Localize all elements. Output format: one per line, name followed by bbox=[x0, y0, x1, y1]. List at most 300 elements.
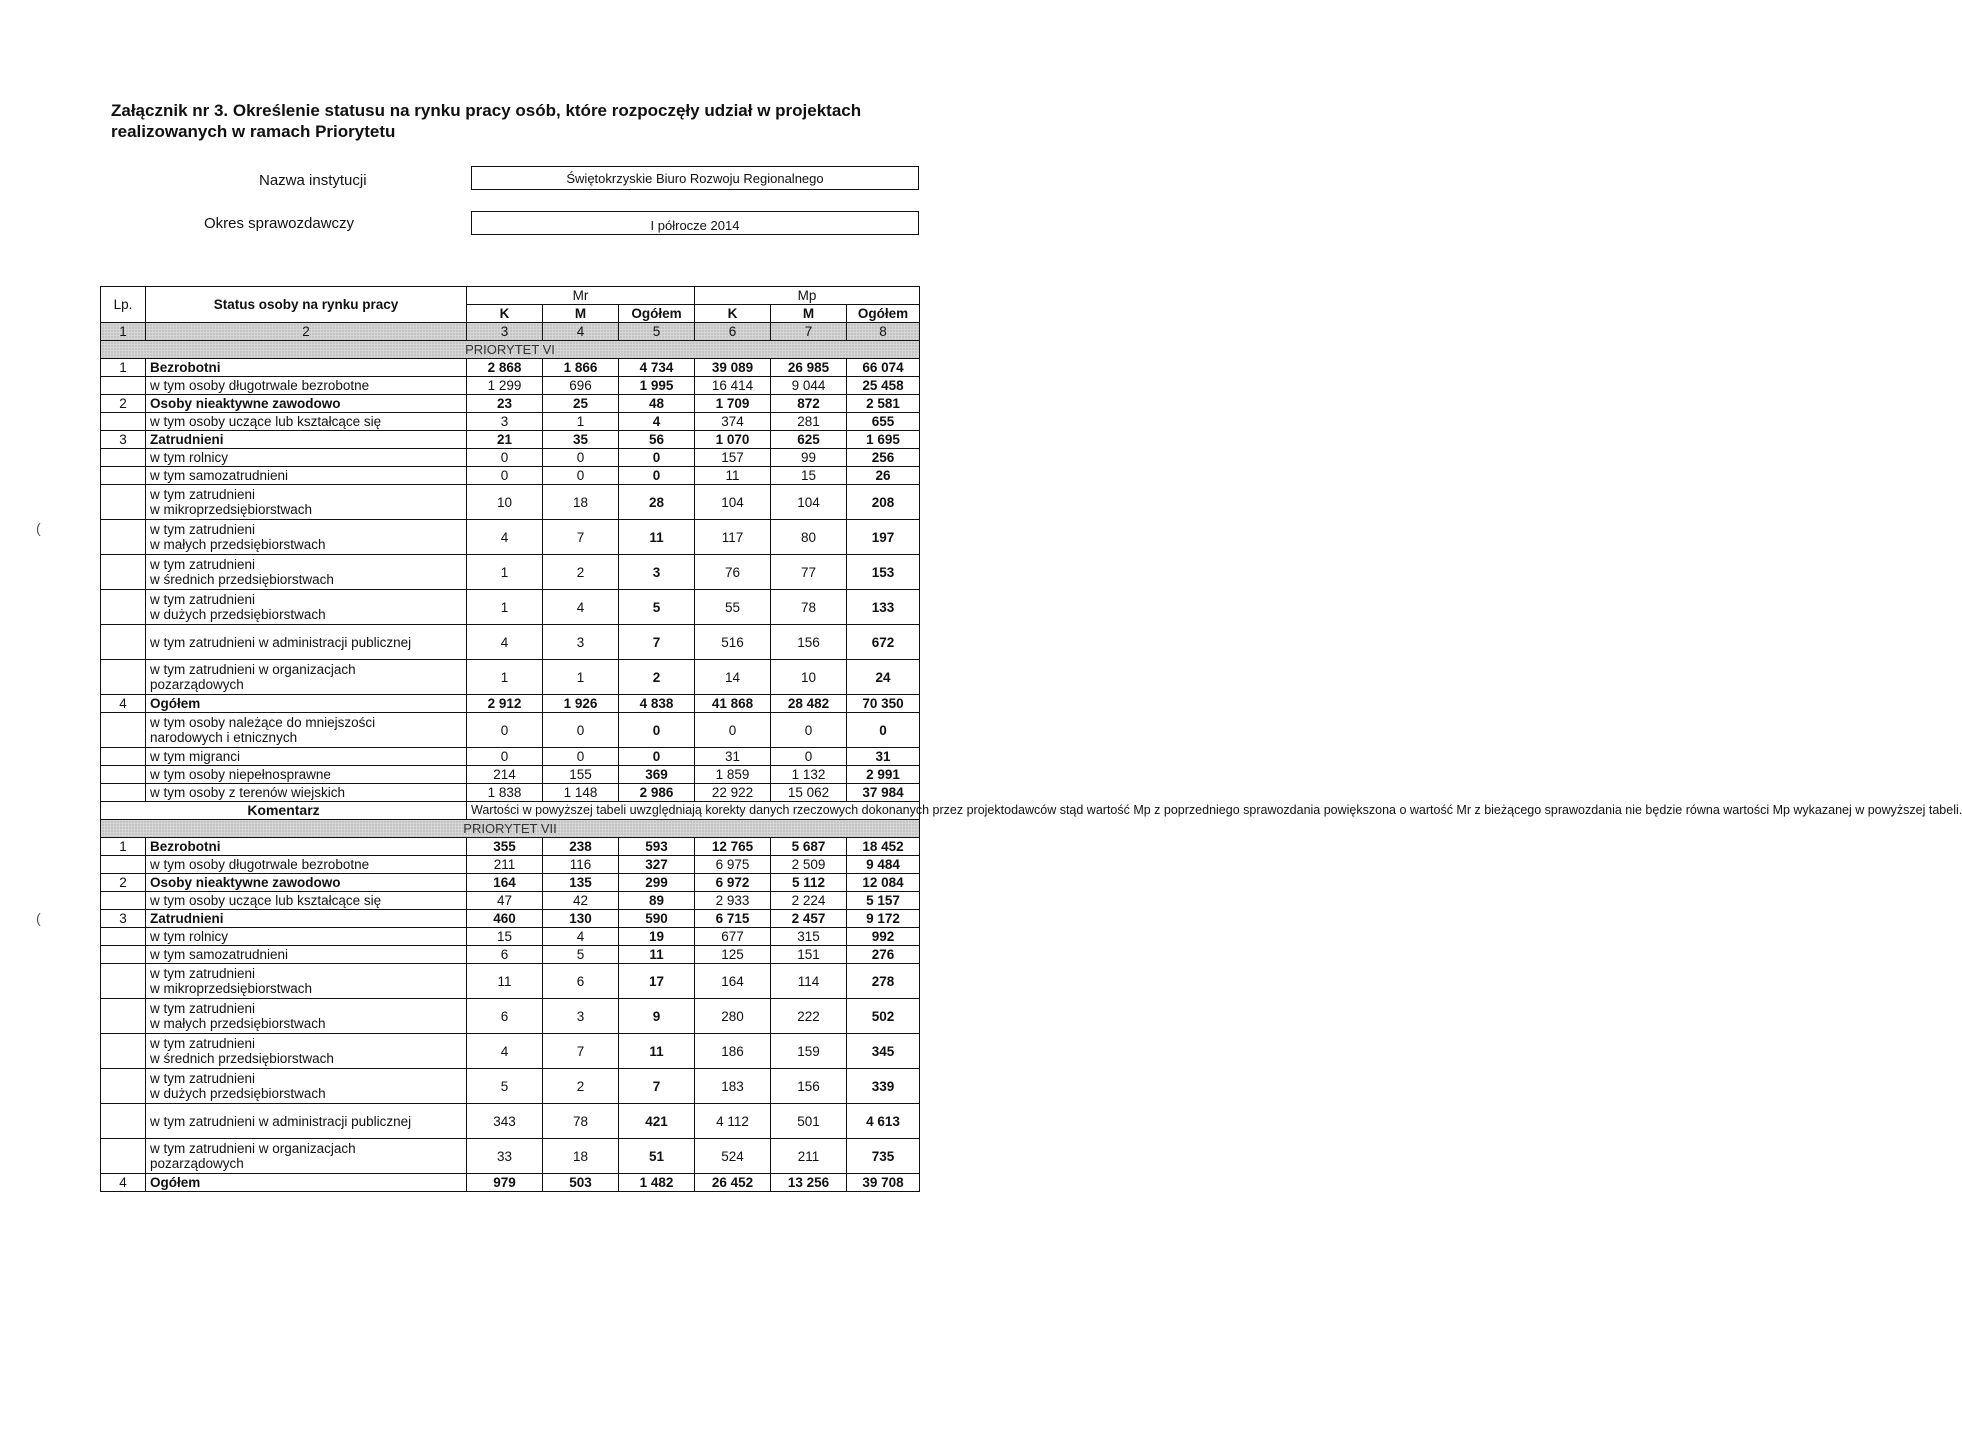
row-label: w tym samozatrudnieni bbox=[146, 946, 467, 964]
row-value: 41 868 bbox=[695, 695, 771, 713]
row-value: 18 bbox=[543, 485, 619, 520]
row-value: 516 bbox=[695, 625, 771, 660]
table-row bbox=[101, 660, 920, 695]
header-mr-m: M bbox=[543, 305, 619, 323]
row-value: 3 bbox=[619, 555, 695, 590]
row-value: 4 bbox=[543, 928, 619, 946]
row-value: 1 995 bbox=[619, 377, 695, 395]
row-label: Ogółem bbox=[146, 695, 467, 713]
row-label: Ogółem bbox=[146, 1174, 467, 1192]
row-value: 25 bbox=[543, 395, 619, 413]
row-label: w tym osoby niepełnosprawne bbox=[146, 766, 467, 784]
table-row bbox=[101, 748, 920, 766]
row-lp: 4 bbox=[101, 695, 146, 713]
row-value: 28 bbox=[619, 485, 695, 520]
row-value: 501 bbox=[771, 1104, 847, 1139]
row-value: 15 062 bbox=[771, 784, 847, 802]
row-value: 256 bbox=[847, 449, 920, 467]
report-table bbox=[100, 286, 1962, 1192]
row-value: 2 bbox=[619, 660, 695, 695]
row-value: 99 bbox=[771, 449, 847, 467]
row-label: Osoby nieaktywne zawodowo bbox=[146, 395, 467, 413]
row-lp bbox=[101, 467, 146, 485]
row-value: 104 bbox=[695, 485, 771, 520]
row-value: 39 708 bbox=[847, 1174, 920, 1192]
row-value: 47 bbox=[467, 892, 543, 910]
table-row bbox=[101, 449, 920, 467]
row-lp: 1 bbox=[101, 838, 146, 856]
row-value: 10 bbox=[771, 660, 847, 695]
row-value: 9 044 bbox=[771, 377, 847, 395]
row-value: 339 bbox=[847, 1069, 920, 1104]
row-lp bbox=[101, 555, 146, 590]
col-number: 7 bbox=[771, 323, 847, 341]
row-value: 2 933 bbox=[695, 892, 771, 910]
row-value: 0 bbox=[543, 713, 619, 748]
table-row bbox=[101, 784, 920, 802]
row-value: 299 bbox=[619, 874, 695, 892]
row-value: 78 bbox=[771, 590, 847, 625]
row-value: 77 bbox=[771, 555, 847, 590]
comment-section bbox=[101, 802, 1962, 820]
row-value: 11 bbox=[619, 946, 695, 964]
row-lp bbox=[101, 766, 146, 784]
row-value: 0 bbox=[619, 467, 695, 485]
row-label: Bezrobotni bbox=[146, 359, 467, 377]
row-value: 0 bbox=[619, 713, 695, 748]
row-value: 7 bbox=[543, 520, 619, 555]
row-value: 4 838 bbox=[619, 695, 695, 713]
row-value: 2 509 bbox=[771, 856, 847, 874]
row-value: 186 bbox=[695, 1034, 771, 1069]
margin-mark: ( bbox=[36, 910, 41, 926]
row-value: 1 bbox=[543, 660, 619, 695]
row-value: 22 922 bbox=[695, 784, 771, 802]
row-label: w tym zatrudnieni w małych przedsiębiorstwach bbox=[146, 520, 467, 555]
col-number: 4 bbox=[543, 323, 619, 341]
table-row bbox=[101, 999, 920, 1034]
priority-vi-heading: PRIORYTET VI bbox=[101, 341, 920, 359]
row-label: w tym zatrudnieni w średnich przedsiębiorstwach bbox=[146, 1034, 467, 1069]
row-value: 5 bbox=[467, 1069, 543, 1104]
row-value: 183 bbox=[695, 1069, 771, 1104]
table-row bbox=[101, 359, 920, 377]
row-value: 12 765 bbox=[695, 838, 771, 856]
row-label: w tym zatrudnieni w dużych przedsiębiorstwach bbox=[146, 590, 467, 625]
table-row bbox=[101, 928, 920, 946]
table-row bbox=[101, 413, 920, 431]
table-row bbox=[101, 1069, 920, 1104]
table-row bbox=[101, 555, 920, 590]
row-value: 39 089 bbox=[695, 359, 771, 377]
row-value: 327 bbox=[619, 856, 695, 874]
row-value: 276 bbox=[847, 946, 920, 964]
row-value: 164 bbox=[467, 874, 543, 892]
row-value: 5 bbox=[619, 590, 695, 625]
row-label: w tym zatrudnieni w mikroprzedsiębiorstwach bbox=[146, 485, 467, 520]
row-label: w tym samozatrudnieni bbox=[146, 467, 467, 485]
priority-vii-section bbox=[101, 820, 920, 1192]
row-value: 696 bbox=[543, 377, 619, 395]
row-value: 48 bbox=[619, 395, 695, 413]
row-label: w tym rolnicy bbox=[146, 928, 467, 946]
row-value: 281 bbox=[771, 413, 847, 431]
row-value: 369 bbox=[619, 766, 695, 784]
row-value: 4 734 bbox=[619, 359, 695, 377]
row-lp bbox=[101, 1069, 146, 1104]
row-value: 345 bbox=[847, 1034, 920, 1069]
row-value: 672 bbox=[847, 625, 920, 660]
row-value: 6 975 bbox=[695, 856, 771, 874]
row-label: w tym zatrudnieni w dużych przedsiębiorstwach bbox=[146, 1069, 467, 1104]
row-lp bbox=[101, 1034, 146, 1069]
row-value: 5 bbox=[543, 946, 619, 964]
row-value: 0 bbox=[543, 449, 619, 467]
row-value: 76 bbox=[695, 555, 771, 590]
row-lp bbox=[101, 485, 146, 520]
row-value: 992 bbox=[847, 928, 920, 946]
row-lp: 4 bbox=[101, 1174, 146, 1192]
row-value: 677 bbox=[695, 928, 771, 946]
row-value: 421 bbox=[619, 1104, 695, 1139]
row-lp: 2 bbox=[101, 874, 146, 892]
row-value: 26 452 bbox=[695, 1174, 771, 1192]
table-row bbox=[101, 766, 920, 784]
row-value: 15 bbox=[467, 928, 543, 946]
row-value: 135 bbox=[543, 874, 619, 892]
row-value: 1 132 bbox=[771, 766, 847, 784]
row-value: 1 070 bbox=[695, 431, 771, 449]
row-lp: 3 bbox=[101, 431, 146, 449]
priority-vii-heading: PRIORYTET VII bbox=[101, 820, 920, 838]
table-row bbox=[101, 520, 920, 555]
row-value: 24 bbox=[847, 660, 920, 695]
row-label: w tym zatrudnieni w małych przedsiębiorstwach bbox=[146, 999, 467, 1034]
table-row bbox=[101, 377, 920, 395]
table-row bbox=[101, 467, 920, 485]
row-value: 0 bbox=[619, 748, 695, 766]
row-value: 625 bbox=[771, 431, 847, 449]
row-value: 151 bbox=[771, 946, 847, 964]
row-value: 238 bbox=[543, 838, 619, 856]
col-number: 1 bbox=[101, 323, 146, 341]
row-value: 1 859 bbox=[695, 766, 771, 784]
row-value: 7 bbox=[619, 625, 695, 660]
row-value: 7 bbox=[543, 1034, 619, 1069]
table-row bbox=[101, 946, 920, 964]
row-lp bbox=[101, 660, 146, 695]
table-row bbox=[101, 431, 920, 449]
row-lp bbox=[101, 625, 146, 660]
row-lp bbox=[101, 449, 146, 467]
row-value: 14 bbox=[695, 660, 771, 695]
row-value: 11 bbox=[467, 964, 543, 999]
row-value: 315 bbox=[771, 928, 847, 946]
row-value: 116 bbox=[543, 856, 619, 874]
row-value: 156 bbox=[771, 625, 847, 660]
col-number: 8 bbox=[847, 323, 920, 341]
row-value: 7 bbox=[619, 1069, 695, 1104]
row-value: 78 bbox=[543, 1104, 619, 1139]
row-value: 735 bbox=[847, 1139, 920, 1174]
row-value: 117 bbox=[695, 520, 771, 555]
row-value: 55 bbox=[695, 590, 771, 625]
col-number: 6 bbox=[695, 323, 771, 341]
period-field: I półrocze 2014 bbox=[471, 211, 919, 235]
row-label: w tym osoby długotrwale bezrobotne bbox=[146, 856, 467, 874]
row-value: 16 414 bbox=[695, 377, 771, 395]
row-value: 56 bbox=[619, 431, 695, 449]
row-value: 31 bbox=[695, 748, 771, 766]
row-label: Zatrudnieni bbox=[146, 431, 467, 449]
row-value: 2 457 bbox=[771, 910, 847, 928]
row-value: 9 bbox=[619, 999, 695, 1034]
row-value: 1 709 bbox=[695, 395, 771, 413]
col-number: 5 bbox=[619, 323, 695, 341]
row-value: 89 bbox=[619, 892, 695, 910]
header-lp: Lp. bbox=[101, 287, 146, 323]
row-lp bbox=[101, 892, 146, 910]
row-value: 114 bbox=[771, 964, 847, 999]
row-value: 23 bbox=[467, 395, 543, 413]
row-value: 133 bbox=[847, 590, 920, 625]
row-value: 211 bbox=[467, 856, 543, 874]
row-value: 1 482 bbox=[619, 1174, 695, 1192]
institution-field: Świętokrzyskie Biuro Rozwoju Regionalnego bbox=[471, 166, 919, 190]
row-value: 10 bbox=[467, 485, 543, 520]
table-row bbox=[101, 625, 920, 660]
row-value: 2 bbox=[543, 1069, 619, 1104]
row-value: 280 bbox=[695, 999, 771, 1034]
row-value: 655 bbox=[847, 413, 920, 431]
row-value: 1 bbox=[467, 590, 543, 625]
row-value: 1 926 bbox=[543, 695, 619, 713]
row-value: 1 148 bbox=[543, 784, 619, 802]
row-value: 502 bbox=[847, 999, 920, 1034]
period-label: Okres sprawozdawczy bbox=[204, 215, 355, 232]
row-value: 164 bbox=[695, 964, 771, 999]
row-value: 5 687 bbox=[771, 838, 847, 856]
header-status: Status osoby na rynku pracy bbox=[146, 287, 467, 323]
row-value: 9 484 bbox=[847, 856, 920, 874]
row-value: 4 bbox=[619, 413, 695, 431]
row-value: 6 bbox=[543, 964, 619, 999]
row-value: 19 bbox=[619, 928, 695, 946]
column-number-row bbox=[101, 323, 920, 341]
document-title: Załącznik nr 3. Określenie statusu na rynku pracy osób, które rozpoczęły udział w projektach realizowanych w ramach Priorytetu bbox=[111, 101, 862, 141]
col-number: 3 bbox=[467, 323, 543, 341]
row-value: 37 984 bbox=[847, 784, 920, 802]
row-value: 590 bbox=[619, 910, 695, 928]
row-value: 2 224 bbox=[771, 892, 847, 910]
row-value: 0 bbox=[467, 713, 543, 748]
row-lp bbox=[101, 713, 146, 748]
table-row bbox=[101, 1104, 920, 1139]
row-value: 4 112 bbox=[695, 1104, 771, 1139]
row-value: 4 bbox=[467, 1034, 543, 1069]
row-value: 156 bbox=[771, 1069, 847, 1104]
row-value: 460 bbox=[467, 910, 543, 928]
row-value: 2 912 bbox=[467, 695, 543, 713]
table-row bbox=[101, 695, 920, 713]
row-value: 159 bbox=[771, 1034, 847, 1069]
row-value: 1 866 bbox=[543, 359, 619, 377]
row-label: w tym osoby z terenów wiejskich bbox=[146, 784, 467, 802]
table-row bbox=[101, 395, 920, 413]
row-label: w tym zatrudnieni w organizacjach pozarządowych bbox=[146, 1139, 467, 1174]
row-value: 197 bbox=[847, 520, 920, 555]
row-lp bbox=[101, 1139, 146, 1174]
row-lp: 3 bbox=[101, 910, 146, 928]
row-value: 35 bbox=[543, 431, 619, 449]
header-mr-k: K bbox=[467, 305, 543, 323]
header-mr-ogolem: Ogółem bbox=[619, 305, 695, 323]
row-value: 17 bbox=[619, 964, 695, 999]
row-label: w tym osoby długotrwale bezrobotne bbox=[146, 377, 467, 395]
row-value: 4 bbox=[467, 625, 543, 660]
row-value: 2 868 bbox=[467, 359, 543, 377]
table-row bbox=[101, 856, 920, 874]
row-label: w tym rolnicy bbox=[146, 449, 467, 467]
row-value: 979 bbox=[467, 1174, 543, 1192]
row-label: w tym zatrudnieni w administracji publicznej bbox=[146, 625, 467, 660]
row-value: 0 bbox=[467, 748, 543, 766]
table-row bbox=[101, 485, 920, 520]
row-value: 0 bbox=[467, 449, 543, 467]
row-value: 2 986 bbox=[619, 784, 695, 802]
row-value: 11 bbox=[619, 520, 695, 555]
row-value: 125 bbox=[695, 946, 771, 964]
row-value: 4 bbox=[543, 590, 619, 625]
row-value: 26 bbox=[847, 467, 920, 485]
row-label: Osoby nieaktywne zawodowo bbox=[146, 874, 467, 892]
row-value: 0 bbox=[695, 713, 771, 748]
row-lp bbox=[101, 784, 146, 802]
row-value: 278 bbox=[847, 964, 920, 999]
row-value: 0 bbox=[543, 467, 619, 485]
row-value: 593 bbox=[619, 838, 695, 856]
row-value: 11 bbox=[619, 1034, 695, 1069]
row-value: 4 bbox=[467, 520, 543, 555]
col-number: 2 bbox=[146, 323, 467, 341]
row-value: 2 581 bbox=[847, 395, 920, 413]
row-value: 66 074 bbox=[847, 359, 920, 377]
row-lp: 1 bbox=[101, 359, 146, 377]
priority-vi-section bbox=[101, 341, 920, 802]
row-value: 11 bbox=[695, 467, 771, 485]
row-value: 0 bbox=[619, 449, 695, 467]
row-lp: 2 bbox=[101, 395, 146, 413]
row-lp bbox=[101, 964, 146, 999]
margin-mark: ( bbox=[36, 520, 41, 536]
row-value: 374 bbox=[695, 413, 771, 431]
row-value: 5 112 bbox=[771, 874, 847, 892]
header-mp: Mp bbox=[695, 287, 920, 305]
table-row bbox=[101, 1139, 920, 1174]
row-value: 1 838 bbox=[467, 784, 543, 802]
row-value: 31 bbox=[847, 748, 920, 766]
row-lp bbox=[101, 1104, 146, 1139]
row-value: 42 bbox=[543, 892, 619, 910]
row-value: 26 985 bbox=[771, 359, 847, 377]
row-lp bbox=[101, 856, 146, 874]
row-value: 2 bbox=[543, 555, 619, 590]
comment-label: Komentarz bbox=[101, 802, 467, 820]
row-value: 153 bbox=[847, 555, 920, 590]
row-value: 355 bbox=[467, 838, 543, 856]
row-value: 13 256 bbox=[771, 1174, 847, 1192]
table-row bbox=[101, 964, 920, 999]
header-mp-k: K bbox=[695, 305, 771, 323]
header-mp-m: M bbox=[771, 305, 847, 323]
row-value: 1 bbox=[543, 413, 619, 431]
row-value: 15 bbox=[771, 467, 847, 485]
row-value: 222 bbox=[771, 999, 847, 1034]
row-lp bbox=[101, 999, 146, 1034]
row-value: 104 bbox=[771, 485, 847, 520]
row-value: 1 695 bbox=[847, 431, 920, 449]
row-label: w tym osoby uczące lub kształcące się bbox=[146, 892, 467, 910]
row-label: w tym zatrudnieni w organizacjach pozarządowych bbox=[146, 660, 467, 695]
row-value: 9 172 bbox=[847, 910, 920, 928]
row-value: 21 bbox=[467, 431, 543, 449]
row-value: 157 bbox=[695, 449, 771, 467]
row-value: 6 715 bbox=[695, 910, 771, 928]
row-value: 2 991 bbox=[847, 766, 920, 784]
table-row bbox=[101, 713, 920, 748]
row-value: 3 bbox=[543, 999, 619, 1034]
row-value: 80 bbox=[771, 520, 847, 555]
row-value: 872 bbox=[771, 395, 847, 413]
row-value: 524 bbox=[695, 1139, 771, 1174]
row-value: 211 bbox=[771, 1139, 847, 1174]
institution-label: Nazwa instytucji bbox=[259, 172, 367, 189]
row-value: 6 972 bbox=[695, 874, 771, 892]
row-value: 0 bbox=[847, 713, 920, 748]
row-value: 343 bbox=[467, 1104, 543, 1139]
row-lp bbox=[101, 590, 146, 625]
row-value: 0 bbox=[467, 467, 543, 485]
table-row bbox=[101, 892, 920, 910]
row-value: 5 157 bbox=[847, 892, 920, 910]
row-value: 208 bbox=[847, 485, 920, 520]
row-value: 503 bbox=[543, 1174, 619, 1192]
row-value: 3 bbox=[467, 413, 543, 431]
row-value: 0 bbox=[771, 713, 847, 748]
table-row bbox=[101, 874, 920, 892]
header-mp-ogolem: Ogółem bbox=[847, 305, 920, 323]
row-label: w tym zatrudnieni w mikroprzedsiębiorstwach bbox=[146, 964, 467, 999]
row-value: 25 458 bbox=[847, 377, 920, 395]
row-label: w tym zatrudnieni w administracji publicznej bbox=[146, 1104, 467, 1139]
row-label: w tym osoby należące do mniejszości narodowych i etnicznych bbox=[146, 713, 467, 748]
row-value: 3 bbox=[543, 625, 619, 660]
table-row bbox=[101, 1034, 920, 1069]
comment-text: Wartości w powyższej tabeli uwzględniają korekty danych rzeczowych dokonanych przez projektodawców stąd wartość Mp z poprzedniego sprawozdania powiększona o wartość Mr z bieżącego sprawozdania nie będzie równa wartości Mp wykazanej w powyższej tabeli. bbox=[467, 802, 920, 820]
row-lp bbox=[101, 748, 146, 766]
row-value: 18 bbox=[543, 1139, 619, 1174]
row-value: 18 452 bbox=[847, 838, 920, 856]
header-mr: Mr bbox=[467, 287, 695, 305]
row-label: w tym zatrudnieni w średnich przedsiębiorstwach bbox=[146, 555, 467, 590]
row-value: 1 bbox=[467, 555, 543, 590]
row-label: w tym migranci bbox=[146, 748, 467, 766]
table-row bbox=[101, 910, 920, 928]
row-value: 51 bbox=[619, 1139, 695, 1174]
table-row bbox=[101, 838, 920, 856]
row-value: 0 bbox=[543, 748, 619, 766]
row-lp bbox=[101, 928, 146, 946]
